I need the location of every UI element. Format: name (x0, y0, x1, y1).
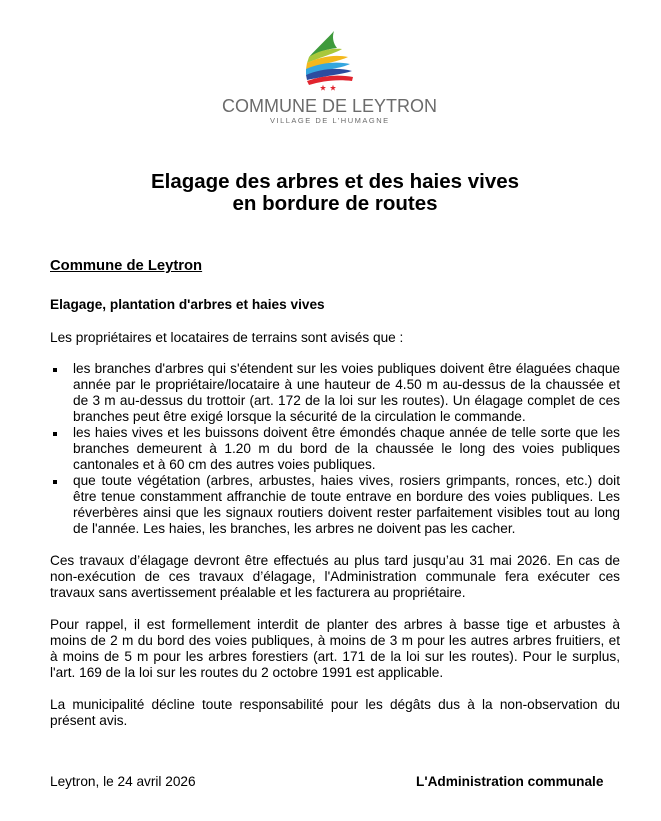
bullet-marker-3 (53, 480, 57, 484)
list-item-line: les branches d'arbres qui s'étendent sur les voies publiques doivent être élaguées chaque (73, 361, 620, 376)
logo-wordmark: COMMUNE DE LEYTRON (222, 96, 438, 116)
paragraph-disclaimer (50, 697, 620, 729)
list-item-line: réverbères ainsi que les signaux routiers doivent rester parfaitement visibles tout au long (73, 505, 620, 520)
list-item (73, 361, 620, 425)
intro-text: Les propriétaires et locataires de terrains sont avisés que : (50, 330, 404, 345)
paragraph-line: à moins de 5 m pour les arbres forestiers (art. 171 de la loi sur les routes). Pour le surplus, (50, 649, 620, 664)
list-item-line: être tenue constamment affranchie de toute entrave en bordure des voies publiques. Les (73, 489, 620, 504)
paragraph-line: présent avis. (50, 713, 128, 728)
bullet-marker-1 (53, 368, 57, 372)
list-item (73, 425, 620, 473)
title-line-1: Elagage des arbres et des haies vives (150, 170, 520, 193)
list-item-line: les haies vives et les buissons doivent être émondés chaque année de telle sorte que les (73, 425, 620, 440)
paragraph-line: Pour rappel, il est formellement interdit de planter des arbres à basse tige et arbustes à (50, 617, 620, 632)
logo-star-left-icon (320, 85, 326, 91)
list-item-line: de l'année. Les haies, les branches, les arbres ne doivent pas les cacher. (73, 521, 516, 536)
bullet-marker-2 (53, 432, 57, 436)
bullet-list (73, 361, 620, 537)
subheading: Elagage, plantation d'arbres et haies vives (50, 297, 325, 312)
list-item-line: de 3 m au-dessus du trottoir (art. 172 de la loi sur les routes). Un élagage complet de ces (73, 393, 620, 408)
paragraph-deadline (50, 553, 620, 601)
list-item (73, 473, 620, 537)
logo-star-right-icon (330, 85, 336, 91)
section-heading: Commune de Leytron (50, 258, 203, 274)
title-line-2: en bordure de routes (232, 192, 438, 215)
list-item-line: branches peut être exigé lorsque la sécurité de la circulation le commande. (73, 409, 526, 424)
paragraph-reminder (50, 617, 620, 681)
paragraph-line: l'art. 169 de la loi sur les routes du 2 octobre 1991 est applicable. (50, 665, 444, 680)
list-item-line: que toute végétation (arbres, arbustes, haies vives, rosiers grimpants, ronces, etc.) doit (73, 473, 620, 488)
logo-tagline: VILLAGE DE L’HUMAGNE (270, 116, 390, 125)
place-and-date: Leytron, le 24 avril 2026 (50, 774, 196, 789)
paragraph-line: non-exécution de ces travaux d’élagage, l'Administration communale fera exécuter ces (50, 569, 620, 584)
paragraph-line: Ces travaux d’élagage devront être effectués au plus tard jusqu’au 31 mai 2026. En cas de (50, 553, 620, 568)
document-title (50, 171, 620, 215)
signature: L'Administration communale (416, 774, 604, 789)
paragraph-line: La municipalité décline toute responsabilité pour les dégâts dus à la non-observation du (50, 697, 620, 712)
commune-logo (303, 30, 355, 92)
list-item-line: branches demeurent à 1.20 m du bord de la chaussée le long des voies publiques (73, 441, 620, 456)
list-item-line: cantonales et à 60 cm des autres voies publiques. (73, 457, 376, 472)
paragraph-line: moins de 2 m du bord des voies publiques, à moins de 3 m pour les autres arbres fruitiers, et (50, 633, 620, 648)
list-item-line: année par le propriétaire/locataire à une hauteur de 4.50 m au-dessus de la chaussée et (73, 377, 620, 392)
paragraph-line: travaux sans avertissement préalable et les facturera au propriétaire. (50, 585, 466, 600)
